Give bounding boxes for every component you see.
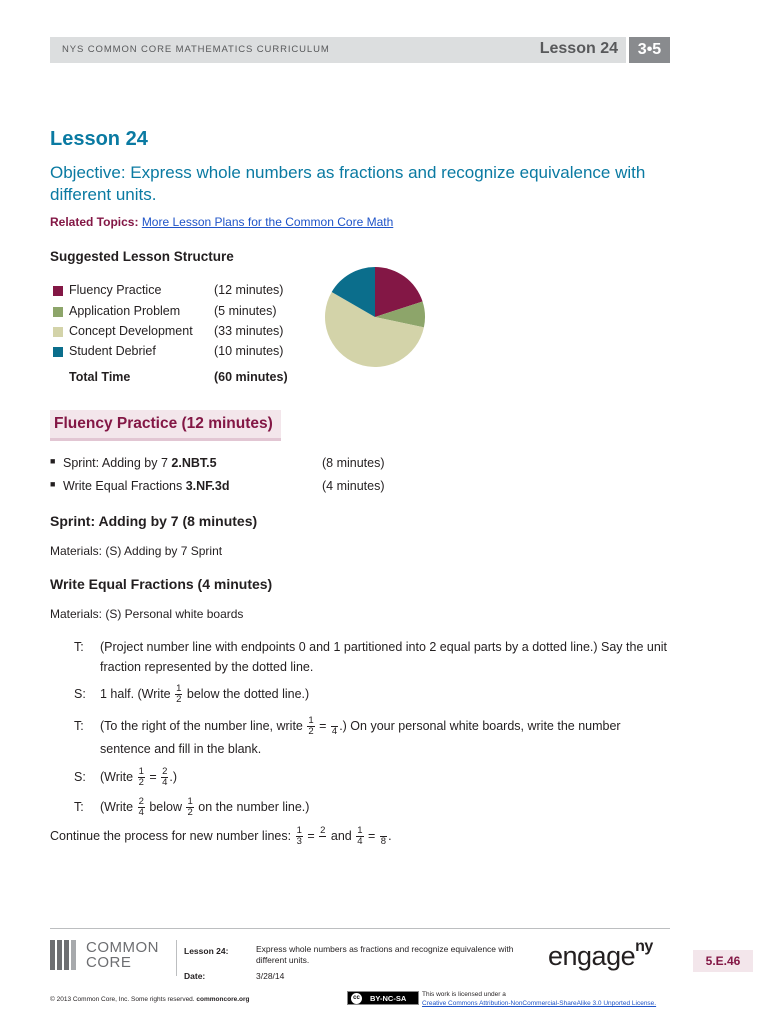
related-topics: [50, 215, 393, 229]
fraction: $\frac{2}{4}$: [162, 766, 168, 789]
related-topics-label: Related Topics:: [50, 215, 139, 229]
header-grade-module: 3•5: [626, 37, 670, 63]
speaker: T:: [74, 640, 84, 654]
module-page-code: 5.E.46: [693, 950, 753, 972]
speaker: T:: [74, 800, 84, 814]
common-core-logo-icon: [50, 940, 82, 970]
footer-vertical-divider: [176, 940, 177, 976]
sprint-materials: Materials: (S) Adding by 7 Sprint: [50, 544, 223, 558]
objective: Objective: Express whole numbers as fractions and recognize equivalence with different units.: [50, 163, 646, 204]
standard-code: 2.NBT.5: [171, 456, 217, 470]
fluency-heading: Fluency Practice (12 minutes): [50, 410, 281, 441]
continue-instruction: Continue the process for new number lines: $\frac{1}{3}$ = 2 and $\frac{1}{4}$ = 8 .: [50, 825, 392, 847]
fraction: $\frac{1}{2}$: [176, 683, 182, 706]
total-time-label: Total Time: [69, 370, 131, 384]
footer-lesson-description: Express whole numbers as fractions and recognize equivalence with different units.: [256, 944, 514, 965]
dialogue-text: sentence and fill in the blank.: [100, 742, 262, 756]
total-time-value: (60 minutes): [214, 370, 288, 384]
structure-time: (33 minutes): [214, 324, 284, 338]
fluency-time: (8 minutes): [322, 456, 385, 470]
curriculum-title: NYS COMMON CORE MATHEMATICS CURRICULUM: [62, 44, 330, 55]
structure-component: Concept Development: [69, 324, 193, 338]
wef-heading: Write Equal Fractions (4 minutes): [50, 576, 273, 592]
structure-time: (10 minutes): [214, 344, 284, 358]
fraction-blank: 8: [380, 826, 387, 847]
structure-title: Suggested Lesson Structure: [50, 249, 234, 264]
footer-divider: [50, 928, 670, 929]
fraction: $\frac{2}{4}$: [138, 796, 144, 819]
fraction-blank: 2: [320, 825, 326, 836]
square-bullet-icon: ■: [50, 456, 56, 466]
speaker: T:: [74, 719, 84, 733]
footer-date: 3/28/14: [256, 971, 285, 981]
page-header: [50, 37, 670, 63]
fluency-activity: Write Equal Fractions 3.NF.3d: [63, 479, 230, 493]
dialogue-text: (Project number line with endpoints 0 and 1 partitioned into 2 equal parts by a dotted line.) Say the unit fraction represented by the dotted line.: [100, 640, 668, 674]
dialogue-text: (Write $\frac{1}{2}$ = $\frac{2}{4}$ .): [100, 766, 178, 789]
footer-lesson-label: Lesson 24:: [184, 946, 229, 956]
legend-swatch: [53, 327, 63, 337]
legend-swatch: [53, 347, 63, 357]
fraction: $\frac{1}{2}$: [308, 715, 314, 738]
lesson-title: Lesson 24: [50, 128, 148, 150]
copyright: © 2013 Common Core, Inc. Some rights reserved. commoncore.org: [50, 996, 250, 1003]
license-link[interactable]: Creative Commons Attribution-NonCommercial-ShareAlike 3.0 Unported License.: [422, 1000, 657, 1007]
common-core-wordmark: COMMON CORE: [86, 939, 159, 971]
legend-swatch: [53, 307, 63, 317]
legend-swatch: [53, 286, 63, 296]
structure-component: Student Debrief: [69, 344, 156, 358]
fluency-time: (4 minutes): [322, 479, 385, 493]
fraction-blank: 4: [331, 716, 338, 737]
footer-date-label: Date:: [184, 971, 206, 981]
square-bullet-icon: ■: [50, 479, 56, 489]
dialogue-text: (To the right of the number line, write $\frac{1}{2}$ = 4 .) On your personal white boards, write the number: [100, 715, 621, 738]
fraction: $\frac{1}{3}$: [296, 825, 302, 847]
fluency-activity: Sprint: Adding by 7 2.NBT.5: [63, 456, 217, 470]
wef-materials: Materials: (S) Personal white boards: [50, 607, 244, 621]
fraction: $\frac{1}{4}$: [357, 825, 363, 847]
fraction: $\frac{1}{2}$: [187, 796, 193, 819]
structure-component: Fluency Practice: [69, 283, 162, 297]
structure-time: (5 minutes): [214, 304, 277, 318]
standard-code: 3.NF.3d: [185, 479, 230, 493]
lesson-structure-pie-chart: [323, 265, 427, 369]
dialogue-text: (Write $\frac{2}{4}$ below $\frac{1}{2}$ on the number line.): [100, 796, 310, 819]
structure-time: (12 minutes): [214, 283, 284, 297]
header-lesson: Lesson 24: [539, 40, 618, 57]
cc-icon: cc: [351, 993, 362, 1004]
dialogue-text: 1 half. (Write $\frac{1}{2}$ below the dotted line.): [100, 683, 310, 706]
related-topics-link[interactable]: More Lesson Plans for the Common Core Math: [141, 215, 394, 229]
sprint-heading: Sprint: Adding by 7 (8 minutes): [50, 513, 258, 529]
speaker: S:: [74, 687, 86, 701]
engageny-logo: engage$^{ny}$: [548, 938, 653, 971]
creative-commons-badge: cc BY-NC-SA: [347, 991, 419, 1005]
speaker: S:: [74, 770, 86, 784]
fraction: $\frac{1}{2}$: [138, 766, 144, 789]
license-notice: This work is licensed under a Creative Commons Attribution-NonCommercial-ShareAlike 3.0 Unported License.: [422, 991, 657, 1007]
structure-component: Application Problem: [69, 304, 181, 318]
